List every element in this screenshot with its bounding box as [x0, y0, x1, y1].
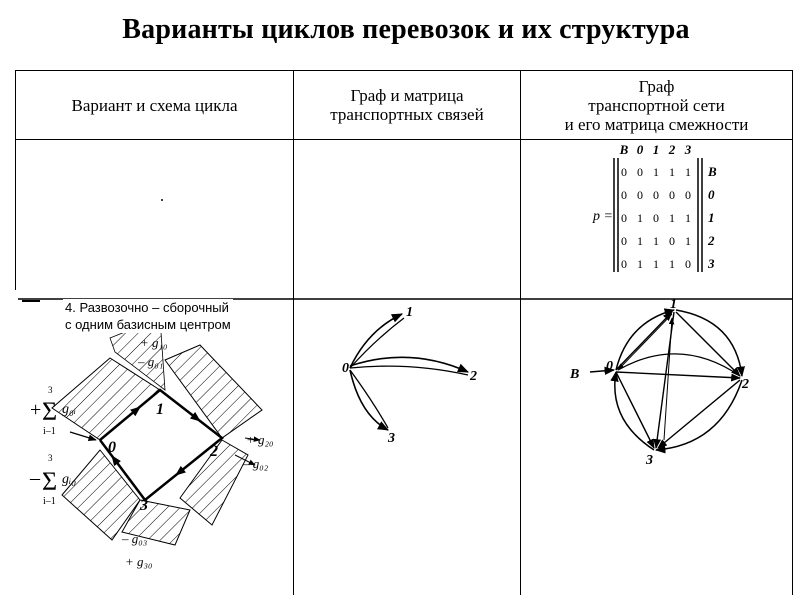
matrix-cell: 1 — [669, 165, 675, 179]
transport-network-graph — [569, 297, 749, 468]
matrix-cell: 0 — [621, 188, 627, 202]
arrow-2-3 — [176, 456, 200, 475]
label-g20: + g₂₀ — [246, 432, 274, 447]
variant-caption — [63, 299, 233, 333]
sum-plus-top: 3 — [48, 385, 53, 395]
node-2-label: 2 — [210, 443, 218, 460]
matrix-col-header: 3 — [684, 142, 692, 157]
header-graph-matrix-line1: Граф и матрица — [350, 86, 464, 105]
matrix-cell: 0 — [653, 211, 659, 225]
matrix-row-header: 1 — [708, 210, 715, 225]
matrix-row-header: B — [708, 164, 717, 179]
matrix-cell: 1 — [685, 234, 691, 248]
matrix-cell: 0 — [621, 211, 627, 225]
net-node-B: B — [570, 367, 580, 382]
matrix-cell: 0 — [653, 188, 659, 202]
band-right-top — [165, 345, 262, 438]
matrix-cell: 1 — [669, 211, 675, 225]
node-3-label: 3 — [140, 497, 148, 514]
edge-0-2a — [350, 357, 468, 372]
matrix-cell: 0 — [621, 257, 627, 271]
arc-3-0 — [615, 372, 654, 450]
variant-caption-line2: с одним базисным центром — [65, 317, 231, 332]
matrix-cell: 0 — [685, 188, 691, 202]
matrix-cell: 1 — [669, 257, 675, 271]
sum-plus-sign: + — [30, 399, 42, 421]
matrix-cell: 1 — [685, 211, 691, 225]
transport-links-graph — [342, 305, 477, 446]
graph-node-0: 0 — [342, 361, 349, 376]
matrix-cell: 1 — [685, 165, 691, 179]
edge-0-2 — [616, 372, 740, 378]
matrix-cell: 1 — [637, 257, 643, 271]
matrix-cell: 0 — [669, 234, 675, 248]
matrix-cell: 1 — [637, 234, 643, 248]
header-network-line1: Граф — [638, 76, 675, 96]
adjacency-matrix — [592, 142, 717, 272]
matrix-row-header: 2 — [708, 233, 715, 248]
node-1-label: 1 — [156, 401, 164, 418]
matrix-cell: 0 — [621, 165, 627, 179]
header-variant-text: Вариант и схема цикла — [71, 95, 238, 115]
label-g01: – g₀₁ — [138, 354, 164, 369]
header-network-line3: и его матрица смежности — [564, 114, 749, 134]
arrow-1-2 — [178, 404, 200, 421]
net-node-2: 2 — [742, 377, 749, 392]
graph-node-1: 1 — [406, 305, 413, 320]
edge-0-1b — [350, 318, 404, 368]
matrix-cell: 1 — [637, 211, 643, 225]
matrix-cell: 0 — [621, 234, 627, 248]
net-node-0: 0 — [606, 359, 613, 374]
label-g03: – g₀₃ — [122, 531, 148, 546]
sum-plus-term: g₀ᵢ — [62, 402, 77, 417]
matrix-cell: 1 — [653, 257, 659, 271]
sum-minus-sign: – — [30, 467, 40, 489]
speck-dot — [161, 199, 163, 201]
graph-node-2: 2 — [470, 369, 477, 384]
sum-minus-top: 3 — [48, 453, 53, 463]
node-0-label: 0 — [108, 439, 116, 456]
edge-0-3 — [616, 372, 654, 448]
matrix-row-header: 3 — [708, 256, 715, 271]
matrix-cell: 1 — [653, 165, 659, 179]
variant-caption-line1: 4. Развозочно – сборочный — [65, 300, 229, 315]
page-title: Варианты циклов перевозок и их структура — [122, 14, 690, 45]
sum-plus-bottom: i–1 — [43, 426, 56, 437]
sum-minus-term: gᵢ₀ — [62, 472, 77, 487]
sum-minus-symbol: Σ — [42, 467, 58, 496]
matrix-cell: 0 — [637, 188, 643, 202]
cycle-scheme — [29, 318, 274, 569]
edge-0-3b — [350, 370, 388, 428]
net-node-3: 3 — [646, 453, 653, 468]
matrix-col-header: 0 — [636, 142, 644, 157]
matrix-cell: 1 — [653, 234, 659, 248]
header-graph-matrix-line2: транспортных связей — [330, 105, 484, 124]
label-g10: + g₁₀ — [140, 335, 168, 350]
matrix-row-header: 0 — [708, 187, 715, 202]
edge-0-2b — [350, 366, 468, 375]
graph-node-3: 3 — [388, 431, 395, 446]
arc-1-2 — [676, 310, 742, 376]
matrix-col-header: 1 — [652, 142, 660, 157]
matrix-cell: 0 — [685, 257, 691, 271]
matrix-col-header: 2 — [668, 142, 676, 157]
sum-minus-bottom: i–1 — [43, 496, 56, 507]
net-node-1: 1 — [670, 297, 677, 312]
header-network-line2: транспортной сети — [588, 95, 725, 115]
matrix-col-header: B — [619, 142, 629, 157]
sum-plus-symbol: Σ — [42, 397, 58, 426]
matrix-cell: 0 — [637, 165, 643, 179]
matrix-cell: 0 — [669, 188, 675, 202]
matrix-label: p = — [593, 209, 613, 224]
edge-0-1 — [616, 312, 672, 370]
label-g30: + g₃₀ — [125, 554, 153, 569]
label-g02: – g₀₂ — [243, 456, 269, 471]
edge-1-0 — [618, 314, 672, 370]
